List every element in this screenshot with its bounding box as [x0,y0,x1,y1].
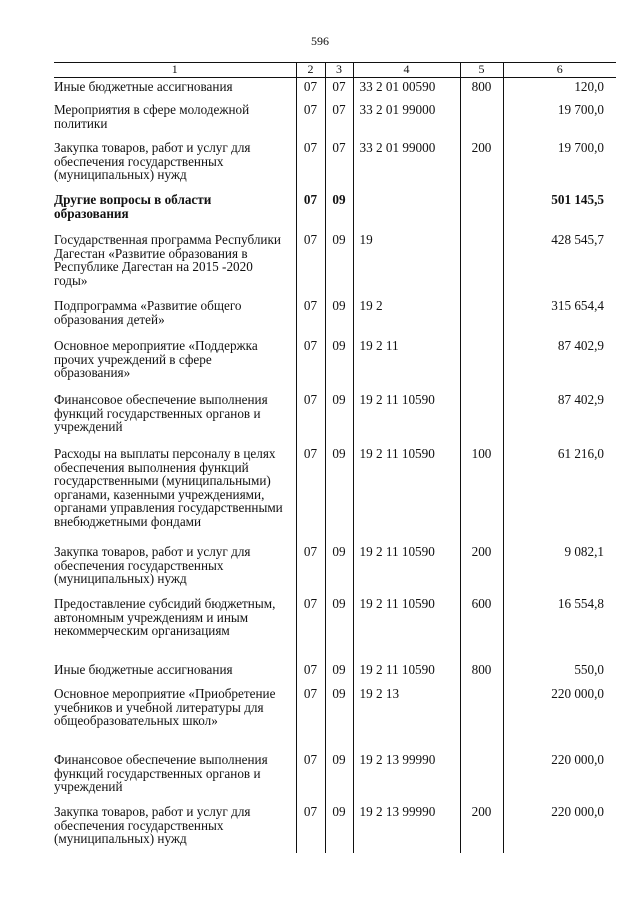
table-row [54,661,616,685]
row-expense-type [460,191,503,231]
row-name: Закупка товаров, работ и услуг для обеспечения государственных (муниципальных) нужд [54,804,251,846]
row-section-code: 07 [296,77,325,101]
row-target-code: 19 2 13 [353,685,460,751]
table-row [54,101,616,139]
row-expense-type: 200 [460,543,503,595]
row-subsection-code: 09 [325,685,353,751]
row-section-code: 07 [296,685,325,751]
row-name: Закупка товаров, работ и услуг для обеспечения государственных (муниципальных) нужд [54,544,251,586]
table-row [54,751,616,803]
table-row [54,77,616,101]
row-name: Другие вопросы в области образования [54,192,212,221]
row-expense-type: 100 [460,445,503,543]
row-subsection-code: 09 [325,391,353,445]
table-row [54,297,616,337]
table-row [54,391,616,445]
header-col-2: 2 [296,63,325,78]
row-subsection-code: 07 [325,77,353,101]
row-section-code: 07 [296,297,325,337]
row-expense-type: 800 [460,661,503,685]
row-expense-type [460,751,503,803]
row-target-code: 19 2 11 [353,337,460,391]
row-name: Финансовое обеспечение выполнения функций государственных органов и учреждений [54,392,268,434]
row-expense-type [460,231,503,297]
row-target-code: 19 2 13 99990 [353,751,460,803]
row-section-code: 07 [296,543,325,595]
row-subsection-code: 09 [325,803,353,853]
page-number: 596 [311,34,329,48]
table-row [54,445,616,543]
row-target-code: 19 2 [353,297,460,337]
header-col-6: 6 [503,63,616,78]
row-amount: 220 000,0 [503,685,616,751]
row-amount: 16 554,8 [503,595,616,661]
table-row [54,337,616,391]
row-section-code: 07 [296,231,325,297]
table-row [54,803,616,853]
row-target-code: 19 2 11 10590 [353,543,460,595]
row-amount: 19 700,0 [503,101,616,139]
row-subsection-code: 09 [325,337,353,391]
table-row [54,191,616,231]
row-name: Расходы на выплаты персоналу в целях обеспечения выполнения функций государственными (муниципальными) органами, казенными учреждениями, органами управления государственными внебюджетными фондами [54,446,283,529]
row-amount: 428 545,7 [503,231,616,297]
table-row [54,685,616,751]
row-expense-type: 800 [460,77,503,101]
row-expense-type [460,101,503,139]
row-section-code: 07 [296,803,325,853]
row-subsection-code: 09 [325,191,353,231]
row-subsection-code: 07 [325,101,353,139]
header-col-1: 1 [54,63,296,78]
row-amount: 120,0 [503,77,616,101]
row-expense-type: 600 [460,595,503,661]
row-subsection-code: 09 [325,543,353,595]
row-target-code: 19 [353,231,460,297]
row-target-code: 19 2 11 10590 [353,661,460,685]
row-name: Предоставление субсидий бюджетным, автономным учреждениям и иным некоммерческим организациям [54,596,276,638]
row-amount: 87 402,9 [503,337,616,391]
table-row [54,595,616,661]
row-target-code: 19 2 13 99990 [353,803,460,853]
header-row [54,63,616,78]
row-amount: 87 402,9 [503,391,616,445]
row-section-code: 07 [296,595,325,661]
header-col-3: 3 [325,63,353,78]
header-col-5: 5 [460,63,503,78]
row-name: Основное мероприятие «Приобретение учебников и учебной литературы для общеобразовательных школ» [54,686,276,728]
row-section-code: 07 [296,191,325,231]
row-expense-type [460,297,503,337]
row-section-code: 07 [296,445,325,543]
row-amount: 19 700,0 [503,139,616,191]
row-expense-type [460,685,503,751]
row-name: Финансовое обеспечение выполнения функций государственных органов и учреждений [54,752,268,794]
row-expense-type: 200 [460,803,503,853]
row-section-code: 07 [296,139,325,191]
row-target-code: 19 2 11 10590 [353,445,460,543]
row-subsection-code: 09 [325,751,353,803]
row-target-code: 33 2 01 99000 [353,139,460,191]
row-name: Основное мероприятие «Поддержка прочих учреждений в сфере образования» [54,338,258,380]
row-subsection-code: 09 [325,297,353,337]
row-target-code: 33 2 01 00590 [353,77,460,101]
row-amount: 315 654,4 [503,297,616,337]
row-name: Мероприятия в сфере молодежной политики [54,102,250,131]
row-target-code [353,191,460,231]
row-target-code: 19 2 11 10590 [353,391,460,445]
table-row [54,231,616,297]
table-row [54,139,616,191]
row-subsection-code: 09 [325,231,353,297]
row-name: Государственная программа Республики Дагестан «Развитие образования в Республике Дагестан на 2015 -2020 годы» [54,232,281,288]
row-amount: 550,0 [503,661,616,685]
row-section-code: 07 [296,751,325,803]
row-subsection-code: 07 [325,139,353,191]
row-expense-type [460,337,503,391]
row-name: Подпрограмма «Развитие общего образования детей» [54,298,242,327]
row-section-code: 07 [296,391,325,445]
row-subsection-code: 09 [325,661,353,685]
row-expense-type: 200 [460,139,503,191]
row-amount: 220 000,0 [503,751,616,803]
row-name: Закупка товаров, работ и услуг для обеспечения государственных (муниципальных) нужд [54,140,251,182]
row-name: Иные бюджетные ассигнования [54,78,233,94]
row-target-code: 19 2 11 10590 [353,595,460,661]
row-name: Иные бюджетные ассигнования [54,662,233,677]
row-subsection-code: 09 [325,595,353,661]
row-expense-type [460,391,503,445]
row-subsection-code: 09 [325,445,353,543]
table-row [54,543,616,595]
row-amount: 220 000,0 [503,803,616,853]
row-section-code: 07 [296,337,325,391]
row-amount: 61 216,0 [503,445,616,543]
row-amount: 501 145,5 [503,191,616,231]
row-amount: 9 082,1 [503,543,616,595]
row-section-code: 07 [296,661,325,685]
budget-table [54,62,616,853]
row-section-code: 07 [296,101,325,139]
row-target-code: 33 2 01 99000 [353,101,460,139]
header-col-4: 4 [353,63,460,78]
